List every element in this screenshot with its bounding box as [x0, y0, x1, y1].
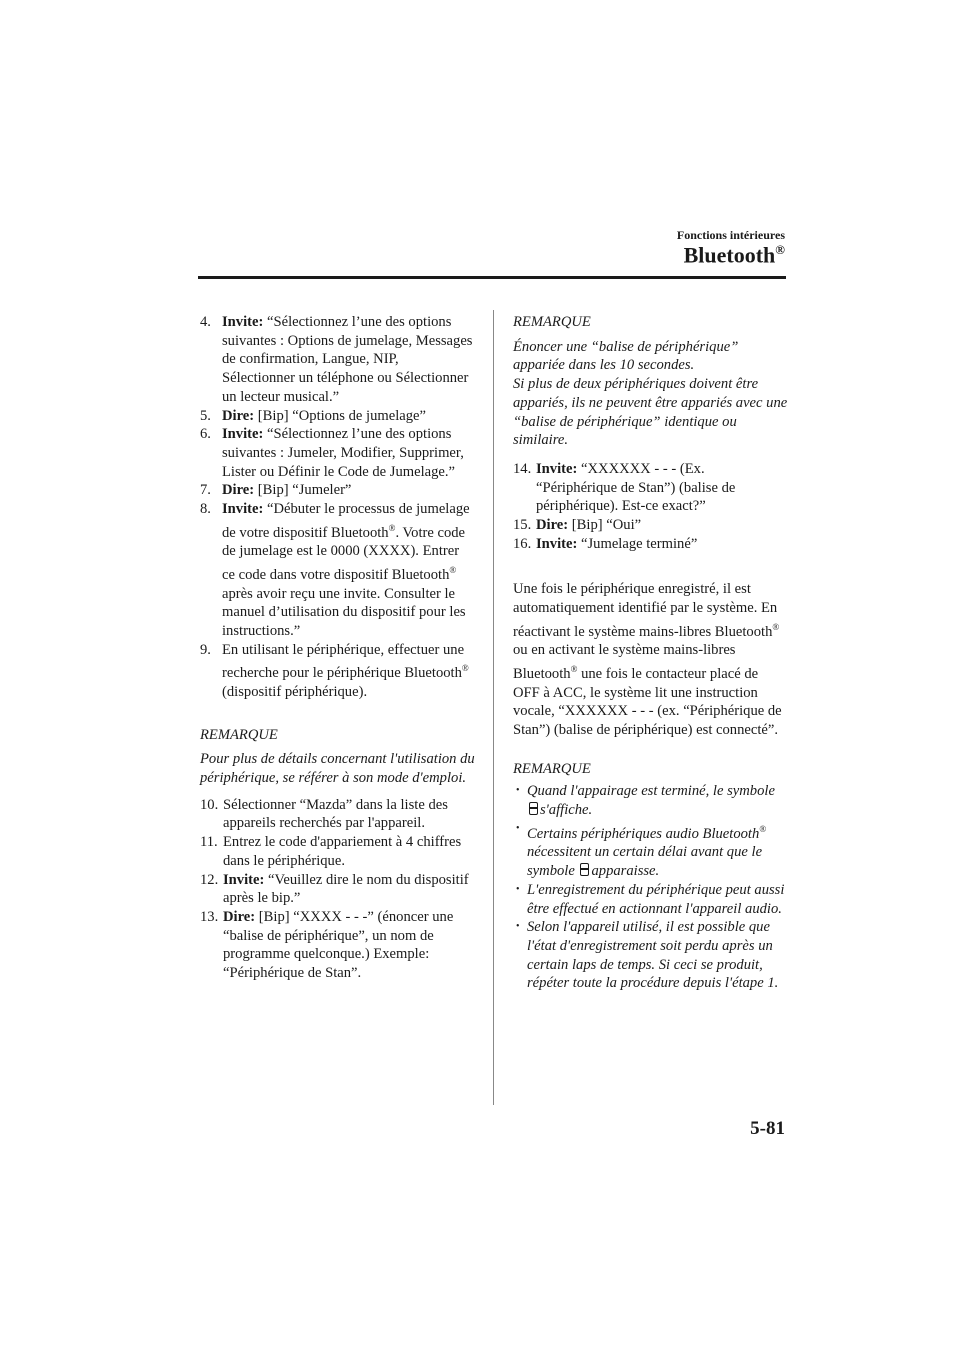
right-column — [513, 313, 788, 993]
step-item — [200, 481, 475, 500]
step-number: 10. — [200, 796, 219, 813]
registered-mark: ® — [388, 522, 396, 533]
step-number: 14. — [513, 460, 532, 477]
step-text: [Bip] “Options de jumelage” — [254, 407, 426, 424]
step-label: Invite: — [222, 426, 264, 443]
step-label: Invite: — [222, 501, 264, 518]
step-number: 6. — [200, 426, 211, 443]
registered-mark: ® — [772, 621, 780, 632]
step-item — [513, 516, 788, 535]
step-text: Entrez le code d'appariement à 4 chiffres dans le périphérique. — [223, 834, 462, 869]
remark-text: Énoncer une “balise de périphérique” appariée dans les 10 secondes. — [513, 338, 739, 374]
bluetooth-status-icon — [580, 863, 589, 876]
step-number: 8. — [200, 501, 211, 518]
step-label: Dire: — [536, 517, 569, 534]
step-item — [513, 460, 788, 516]
step-text: (dispositif périphérique). — [222, 683, 368, 700]
step-number: 4. — [200, 314, 211, 330]
section-label: Fonctions intérieures — [676, 228, 785, 242]
steps-list — [513, 460, 788, 554]
left-column — [200, 313, 475, 983]
remark-bullet-list — [513, 782, 788, 993]
registered-mark: ® — [759, 823, 767, 834]
step-number: 15. — [513, 517, 532, 534]
bullet-text: Quand l'appairage est terminé, le symbole — [527, 783, 775, 800]
step-text: “Sélectionnez l’une des options suivantes : Jumeler, Modifier, Supprimer, Lister ou Définir le Code de Jumelage.” — [222, 426, 464, 480]
body-paragraph — [513, 580, 788, 739]
steps-list — [200, 313, 475, 500]
list-item: • L'enregistrement du périphérique peut aussi être effectué en actionnant l'appareil audio. — [513, 881, 788, 918]
bullet-text: Certains périphériques audio Bluetooth — [527, 825, 760, 842]
step-text: [Bip] “Oui” — [568, 517, 642, 534]
registered-mark: ® — [775, 242, 785, 257]
list-item: • Selon l'appareil utilisé, il est possible que l'état d'enregistrement soit perdu après un certain laps de temps. Si ceci se produit, répéter toute la procédure depuis l'étape 1. — [513, 918, 788, 993]
step-item — [200, 833, 475, 870]
bullet-text: apparaisse. — [591, 863, 660, 880]
header-rule — [198, 276, 786, 279]
step-text: [Bip] “XXXX - - -” (énoncer une “balise de périphérique”, un nom de programme quelconque.) Exemple: “Périphérique de Stan”. — [223, 908, 454, 982]
registered-mark: ® — [449, 565, 457, 575]
step-item — [200, 500, 475, 641]
step-text: “XXXXXX - - - (Ex. “Périphérique de Stan”) (balise de périphérique). Est-ce exact?” — [536, 460, 736, 515]
step-text: “Débuter le processus de jumelage de votre dispositif Bluetooth — [222, 501, 470, 541]
chapter-title-text: Bluetooth — [683, 242, 776, 268]
step-label: Invite: — [222, 314, 264, 330]
paragraph-text: Une fois le périphérique enregistré, il est automatiquement identifié par le système. En réactivant le système mains-libres Bluetooth — [513, 581, 778, 640]
remark-heading: REMARQUE — [513, 760, 591, 777]
step-number: 5. — [200, 407, 211, 424]
remark-text: Si plus de deux périphériques doivent être appariés, ils ne peuvent être appariés avec une “balise de périphérique” identique ou similaire. — [513, 376, 788, 449]
step-text: . Votre code de jumelage est le 0000 (XXXX). Entrer ce code dans votre dispositif Bluetooth — [222, 524, 466, 583]
step-text: après avoir reçu une invite. Consulter le manuel d’utilisation du dispositif pour les instructions.” — [222, 585, 466, 639]
bullet-text: s'affiche. — [540, 802, 593, 819]
paragraph-text: une fois le contacteur placé de OFF à ACC, le système lit une instruction vocale, “XXXXXX - - - (ex. “Périphérique de Stan”) (balise de périphérique) est connecté”. — [513, 665, 782, 739]
step-label: Dire: — [223, 908, 256, 925]
step-number: 7. — [200, 482, 211, 499]
bullet-text: nécessitent un certain délai avant que le symbole — [527, 844, 763, 880]
steps-list — [200, 796, 475, 983]
remark-heading: REMARQUE — [200, 726, 278, 743]
step-label: Dire: — [222, 482, 255, 499]
step-item — [200, 908, 475, 983]
chapter-title — [684, 242, 785, 268]
step-text: “Sélectionnez l’une des options suivantes : Options de jumelage, Messages de confirmation, Langue, NIP, Sélectionner un téléphone ou Sélectionner un lecteur musical.” — [222, 314, 473, 405]
page-number: 5-81 — [750, 1118, 785, 1139]
step-label: Invite: — [536, 535, 578, 552]
step-label: Invite: — [223, 871, 265, 888]
step-number: 12. — [200, 871, 219, 888]
step-text: “Veuillez dire le nom du dispositif après le bip.” — [223, 871, 469, 907]
step-item — [200, 313, 475, 407]
step-number: 9. — [200, 641, 211, 658]
step-text: Sélectionner “Mazda” dans la liste des appareils recherchés par l'appareil. — [223, 796, 448, 832]
step-text: En utilisant le périphérique, effectuer une recherche pour le périphérique Bluetooth — [222, 641, 465, 682]
list-item — [513, 782, 788, 819]
list-item — [513, 820, 788, 881]
paragraph-text: ou en activant le système mains-libres Bluetooth — [513, 642, 736, 682]
step-label: Invite: — [536, 460, 578, 477]
remark-heading: REMARQUE — [513, 314, 591, 330]
bluetooth-status-icon — [529, 802, 538, 815]
step-item — [200, 796, 475, 833]
step-item — [200, 407, 475, 426]
step-number: 16. — [513, 535, 532, 552]
registered-mark: ® — [461, 663, 469, 674]
step-item — [200, 425, 475, 481]
registered-mark: ® — [570, 664, 578, 675]
step-number: 13. — [200, 908, 219, 925]
step-item — [200, 641, 475, 702]
step-item — [200, 871, 475, 908]
step-text: [Bip] “Jumeler” — [254, 482, 352, 499]
step-number: 11. — [200, 834, 218, 851]
step-item — [513, 535, 788, 554]
step-text: “Jumelage terminé” — [577, 535, 698, 552]
remark-text: Pour plus de détails concernant l'utilisation du périphérique, se référer à son mode d'emploi. — [200, 751, 475, 787]
column-divider — [493, 310, 494, 1105]
step-label: Dire: — [222, 407, 255, 424]
